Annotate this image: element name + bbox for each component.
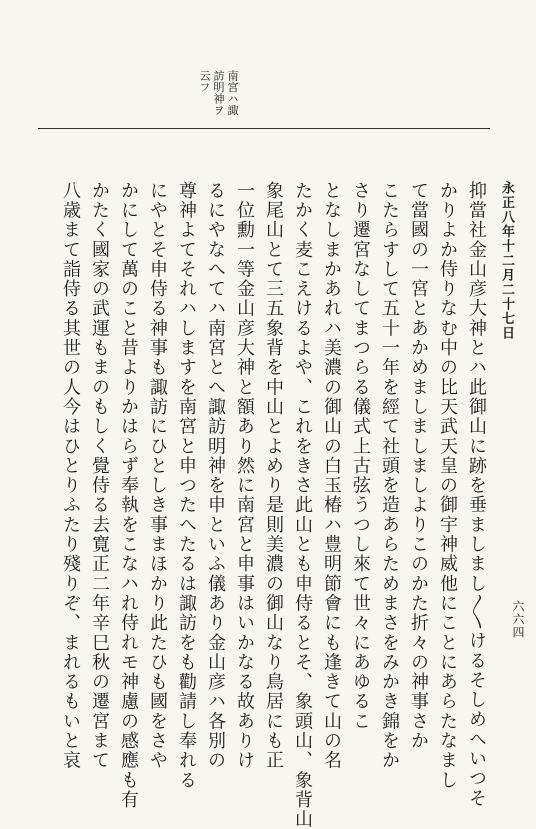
- body-line: かにして萬のこと昔よりかはらず奉執をこなハれ侍れモ神慮の感應も有: [118, 181, 139, 810]
- body-line: 象尾山とて三五象背を中山とよめり是則美濃の御山なり鳥居にも正: [263, 181, 284, 771]
- body-line: かりよか侍りなむ中の比天武天皇の御宇神威他にことにあらたなまし: [437, 181, 458, 791]
- body-line: となしまかあれハ美濃の御山の白玉椿ハ豊明節會にも逢きて山の名: [321, 181, 342, 771]
- body-line: さり遷宮なしてまつらる儀式上古弦うつし來て世々にあゆるこ: [350, 181, 371, 732]
- marginal-note-line: 訪明神ヲ: [212, 70, 225, 116]
- body-line: たかく麦こえけるよや、これをきさ此山とも申侍るとそ、象頭山、象背山: [292, 181, 313, 829]
- marginal-note-line: 云フ: [198, 70, 211, 93]
- body-line: こたらすして五十一年を經て社頭を造あらためまさをみかき錦をか: [379, 181, 400, 771]
- body-line: にやとそ申侍る神事も諏訪にひとしき事まほかり此たひも國をさや: [147, 181, 168, 771]
- body-line: 抑當社金山彦大神とハ此御山に跡を垂ましまし〳〵けるそしめへいつそ: [466, 181, 487, 809]
- header-rule: [38, 128, 490, 129]
- body-line: 尊神よてそれハしますを南宮と申つたへたるは諏訪をも勸請し奉れる: [176, 181, 197, 791]
- marginal-note-line: 南宮ハ諏: [226, 70, 239, 116]
- body-line: かたく國家の武運もまのもしく覺侍る去寛正二年辛巳秋の遷宮まて: [89, 181, 110, 771]
- body-line: て當國の一宮とあかめましましましよりこのかた折々の神事さか: [408, 181, 429, 751]
- page-number: 六六四: [511, 600, 525, 639]
- date-line: 永正八年十二月二十七日: [499, 181, 514, 341]
- body-line: 一位勳一等金山彦大神と額あり然に南宮と申事はいかなる故ありけ: [234, 181, 255, 771]
- body-line: るにやなへてハ南宮とへ諏訪明神を申といふ儀あり金山彦ハ各別の: [205, 181, 226, 771]
- body-line: 八歳まて詣侍る其世の人今はひとりふたり殘りぞ、まれるもいと哀: [60, 181, 81, 771]
